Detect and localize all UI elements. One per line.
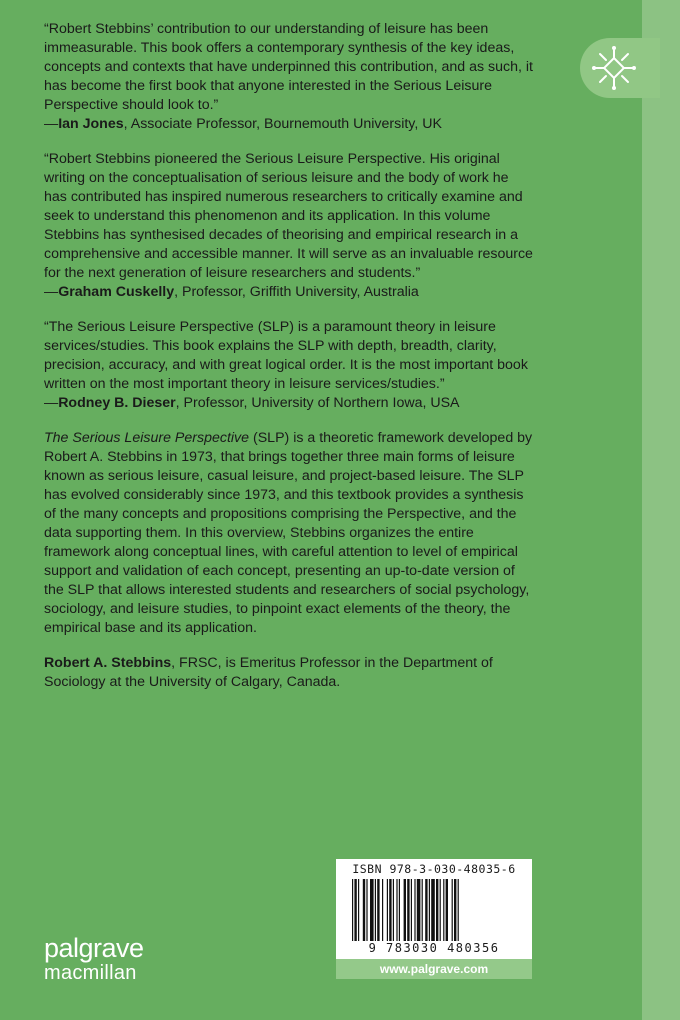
- barcode-bar: [429, 879, 430, 941]
- quote-3-author: Rodney B. Dieser: [58, 395, 176, 411]
- quote-2-author: Graham Cuskelly: [58, 284, 175, 300]
- barcode-bar: [417, 879, 421, 941]
- barcode-bar: [443, 879, 444, 941]
- quote-2-attribution: —Graham Cuskelly, Professor, Griffith University, Australia: [44, 284, 419, 300]
- network-logo-icon: [592, 46, 636, 90]
- barcode-bar: [404, 879, 406, 941]
- barcode-bar: [425, 879, 427, 941]
- barcode-bars: [350, 879, 518, 941]
- description-body: (SLP) is a theoretic framework developed by Robert A. Stebbins in 1973, that brings together three main forms of leisure known as serious leisure, casual leisure, and project-based leisure. The SLP has evolved considerably since 1973, and this textbook provides a synthesis of the many concepts and propositions comprising the Perspective, and the data supporting them. In this overview, Stebbins organizes the entire framework along conceptual lines, with careful attention to level of empirical support and validation of each concept, presenting an up-to-date version of the SLP that allows interested students and researchers of social psychology, sociology, and leisure studies, to pinpoint exact elements of the theory, the empirical base and its application.: [44, 430, 533, 636]
- barcode-bar: [352, 879, 353, 941]
- quote-2-role: , Professor, Griffith University, Australia: [174, 284, 419, 300]
- author-name: Robert A. Stebbins: [44, 655, 172, 671]
- publisher-line-1: palgrave: [44, 933, 144, 963]
- barcode-bar: [440, 879, 441, 941]
- author-bio-text: , FRSC, is Emeritus Professor in the Department of Sociology at the University of Calgary, Canada.: [44, 655, 493, 690]
- barcode-bar: [363, 879, 365, 941]
- barcode-bar: [396, 879, 397, 941]
- barcode-bar: [399, 879, 400, 941]
- quote-2: [44, 150, 534, 302]
- barcode-bar: [454, 879, 456, 941]
- spine-strip: [642, 0, 680, 1020]
- barcode-bar: [358, 879, 359, 941]
- logo-badge: [580, 38, 660, 98]
- barcode-bar: [414, 879, 415, 941]
- barcode-bar: [382, 879, 383, 941]
- quote-1-author: Ian Jones: [58, 116, 124, 132]
- barcode-bar: [458, 879, 459, 941]
- quote-3-text: “The Serious Leisure Perspective (SLP) is a paramount theory in leisure services/studies. This book explains the SLP with depth, breadth, clarity, precision, accuracy, and with great logical order. It is the most important book written on the most important theory in leisure services/studies.”: [44, 319, 528, 392]
- quote-1-text: “Robert Stebbins’ contribution to our understanding of leisure has been immeasurable. This book offers a contemporary synthesis of the key ideas, concepts and contexts that have underpinned this contribution, and as such, it has become the first book that anyone interested in the Serious Leisure Perspective should look to.”: [44, 21, 533, 113]
- barcode-box: [336, 859, 532, 959]
- quote-1-role: , Associate Professor, Bournemouth University, UK: [123, 116, 442, 132]
- back-cover-text: [44, 20, 534, 708]
- quote-3-role: , Professor, University of Northern Iowa, USA: [175, 395, 460, 411]
- barcode-bar: [366, 879, 367, 941]
- quote-1: [44, 20, 534, 134]
- barcode-bar: [354, 879, 356, 941]
- barcode-bar: [411, 879, 412, 941]
- barcode-bar: [452, 879, 453, 941]
- barcode-bar: [446, 879, 448, 941]
- barcode-bar: [387, 879, 388, 941]
- barcode-bar: [407, 879, 409, 941]
- quote-3: [44, 318, 534, 413]
- barcode-bar: [436, 879, 438, 941]
- barcode-bar: [393, 879, 394, 941]
- barcode-bar: [370, 879, 374, 941]
- publisher-line-2: macmillan: [44, 962, 137, 984]
- book-description: [44, 429, 534, 638]
- barcode-bar: [431, 879, 435, 941]
- quote-1-attribution: —Ian Jones, Associate Professor, Bournemouth University, UK: [44, 116, 442, 132]
- quote-3-attribution: —Rodney B. Dieser, Professor, University of Northern Iowa, USA: [44, 395, 460, 411]
- isbn-label: ISBN 978-3-030-48035-6: [352, 862, 516, 876]
- barcode-bar: [377, 879, 379, 941]
- website-link[interactable]: www.palgrave.com: [336, 959, 532, 979]
- barcode-digits: 9 783030 480356: [368, 941, 500, 955]
- barcode-bar: [375, 879, 376, 941]
- quote-2-text: “Robert Stebbins pioneered the Serious Leisure Perspective. His original writing on the conceptualisation of serious leisure and the body of work he has contributed has inspired numerous researchers to critically examine and seek to understand this phenomenon and its application. In this volume Stebbins has synthesised decades of theorising and empirical research in a comprehensive and accessible manner. It will serve as an invaluable resource for the next generation of leisure researchers and students.”: [44, 151, 533, 281]
- book-title: The Serious Leisure Perspective: [44, 430, 250, 446]
- publisher-logo: [44, 934, 144, 984]
- barcode-bar: [389, 879, 391, 941]
- author-bio: [44, 654, 534, 692]
- barcode-bar: [422, 879, 423, 941]
